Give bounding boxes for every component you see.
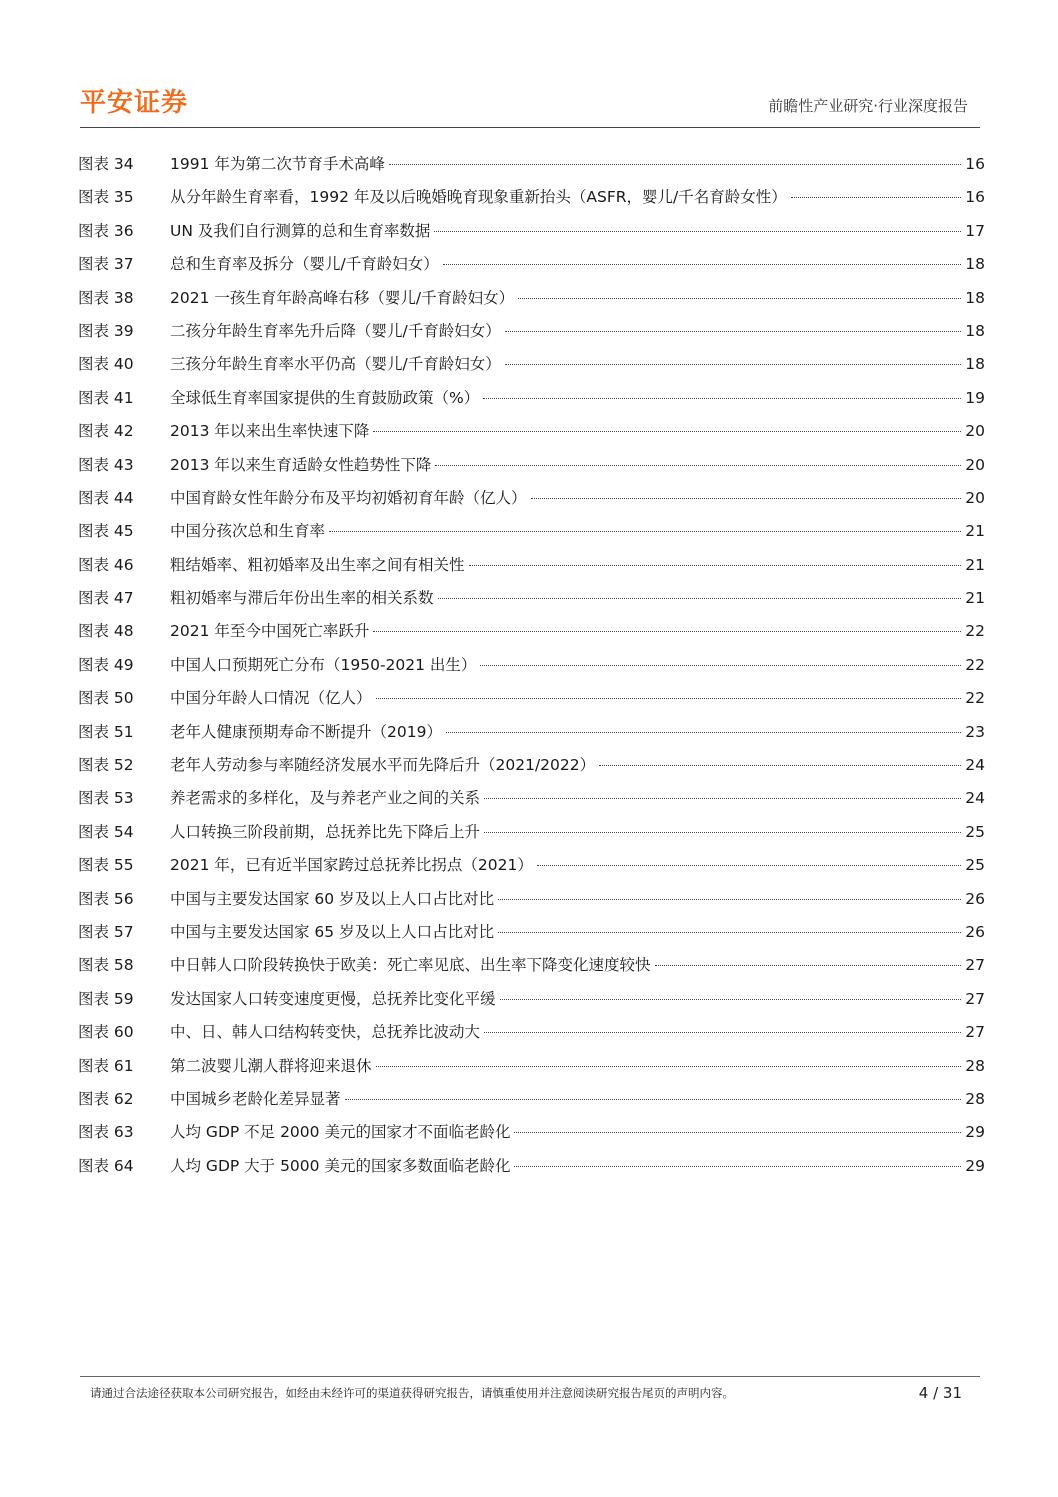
toc-row[interactable] bbox=[78, 449, 985, 482]
figure-page-number: 28 bbox=[965, 1056, 985, 1075]
figure-page-number: 27 bbox=[965, 1023, 985, 1042]
dot-leader bbox=[514, 1166, 961, 1167]
figure-page-number: 16 bbox=[965, 188, 985, 207]
figure-page-number: 27 bbox=[965, 956, 985, 975]
figure-page-number: 18 bbox=[965, 288, 985, 307]
figure-label: 图表 53 bbox=[78, 789, 134, 808]
figure-label: 图表 56 bbox=[78, 889, 134, 908]
dot-leader bbox=[329, 531, 961, 532]
figure-page-number: 29 bbox=[965, 1123, 985, 1142]
toc-row[interactable] bbox=[78, 515, 985, 548]
toc-row[interactable] bbox=[78, 749, 985, 782]
toc-row[interactable] bbox=[78, 716, 985, 749]
dot-leader bbox=[435, 465, 961, 466]
dot-leader bbox=[483, 398, 961, 399]
dot-leader bbox=[373, 631, 961, 632]
toc-row[interactable] bbox=[78, 282, 985, 315]
dot-leader bbox=[434, 231, 961, 232]
figure-label: 图表 62 bbox=[78, 1089, 134, 1108]
toc-row[interactable] bbox=[78, 348, 985, 381]
figure-title: 中、日、韩人口结构转变快，总抚养比波动大 bbox=[170, 1023, 481, 1042]
dot-leader bbox=[376, 698, 962, 699]
figure-title: 二孩分年龄生育率先升后降（婴儿/千育龄妇女） bbox=[170, 321, 501, 340]
figure-page-number: 22 bbox=[965, 689, 985, 708]
figure-title: 人口转换三阶段前期，总抚养比先下降后上升 bbox=[170, 822, 481, 841]
figure-label: 图表 39 bbox=[78, 321, 134, 340]
dot-leader bbox=[443, 264, 962, 265]
figure-title: 2021 年，已有近半国家跨过总抚养比拐点（2021） bbox=[170, 856, 533, 875]
figure-title: 从分年龄生育率看，1992 年及以后晚婚晚育现象重新抬头（ASFR，婴儿/千名育龄女性） bbox=[170, 188, 787, 207]
figure-page-number: 26 bbox=[965, 889, 985, 908]
toc-row[interactable] bbox=[78, 983, 985, 1016]
dot-leader bbox=[438, 598, 962, 599]
figure-title: 1991 年为第二次节育手术高峰 bbox=[170, 155, 385, 173]
toc-row[interactable] bbox=[78, 615, 985, 648]
toc-row[interactable] bbox=[78, 849, 985, 882]
figure-page-number: 25 bbox=[965, 856, 985, 875]
toc-row[interactable] bbox=[78, 215, 985, 248]
figure-label: 图表 51 bbox=[78, 722, 134, 741]
figure-title: 发达国家人口转变速度更慢，总抚养比变化平缓 bbox=[170, 989, 496, 1008]
toc-row[interactable] bbox=[78, 148, 985, 181]
figure-title: 总和生育率及拆分（婴儿/千育龄妇女） bbox=[170, 255, 439, 274]
figure-page-number: 26 bbox=[965, 922, 985, 941]
toc-row[interactable] bbox=[78, 916, 985, 949]
dot-leader bbox=[514, 1132, 961, 1133]
figure-title: 中国人口预期死亡分布（1950-2021 出生） bbox=[170, 655, 477, 674]
figure-page-number: 25 bbox=[965, 822, 985, 841]
figure-page-number: 24 bbox=[965, 756, 985, 775]
figure-label: 图表 60 bbox=[78, 1023, 134, 1042]
table-of-figures bbox=[78, 148, 985, 1183]
figure-label: 图表 34 bbox=[78, 155, 134, 173]
figure-title: 2021 年至今中国死亡率跃升 bbox=[170, 622, 370, 641]
dot-leader bbox=[446, 732, 961, 733]
toc-row[interactable] bbox=[78, 181, 985, 214]
figure-page-number: 18 bbox=[965, 355, 985, 374]
dot-leader bbox=[389, 164, 961, 165]
figure-label: 图表 48 bbox=[78, 622, 134, 641]
figure-label: 图表 46 bbox=[78, 555, 134, 574]
toc-row[interactable] bbox=[78, 1150, 985, 1183]
figure-label: 图表 47 bbox=[78, 589, 134, 608]
dot-leader bbox=[498, 899, 961, 900]
figure-page-number: 19 bbox=[965, 388, 985, 407]
toc-row[interactable] bbox=[78, 1116, 985, 1149]
figure-title: 全球低生育率国家提供的生育鼓励政策（%） bbox=[170, 388, 480, 407]
figure-title: 粗结婚率、粗初婚率及出生率之间有相关性 bbox=[170, 555, 465, 574]
figure-title: 粗初婚率与滞后年份出生率的相关系数 bbox=[170, 589, 434, 608]
figure-title: 中国与主要发达国家 60 岁及以上人口占比对比 bbox=[170, 889, 495, 908]
figure-label: 图表 64 bbox=[78, 1156, 134, 1175]
figure-title: 中国与主要发达国家 65 岁及以上人口占比对比 bbox=[170, 922, 495, 941]
footer-divider bbox=[80, 1376, 980, 1377]
figure-title: 老年人健康预期寿命不断提升（2019） bbox=[170, 722, 442, 741]
figure-title: 2013 年以来生育适龄女性趋势性下降 bbox=[170, 455, 432, 474]
figure-page-number: 29 bbox=[965, 1156, 985, 1175]
figure-title: 人均 GDP 不足 2000 美元的国家才不面临老龄化 bbox=[170, 1123, 511, 1142]
dot-leader bbox=[484, 832, 961, 833]
figure-page-number: 22 bbox=[965, 622, 985, 641]
figure-label: 图表 36 bbox=[78, 221, 134, 240]
figure-title: 中国育龄女性年龄分布及平均初婚初育年龄（亿人） bbox=[170, 488, 527, 507]
header-divider bbox=[80, 127, 980, 128]
toc-row[interactable] bbox=[78, 682, 985, 715]
toc-row[interactable] bbox=[78, 1050, 985, 1083]
toc-row[interactable] bbox=[78, 649, 985, 682]
dot-leader bbox=[373, 431, 961, 432]
figure-label: 图表 63 bbox=[78, 1123, 134, 1142]
figure-label: 图表 52 bbox=[78, 756, 134, 775]
figure-label: 图表 50 bbox=[78, 689, 134, 708]
figure-title: 中国分年龄人口情况（亿人） bbox=[170, 689, 372, 708]
dot-leader bbox=[505, 331, 962, 332]
figure-label: 图表 37 bbox=[78, 255, 134, 274]
report-category: 前瞻性产业研究·行业深度报告 bbox=[768, 97, 968, 115]
dot-leader bbox=[480, 665, 961, 666]
dot-leader bbox=[500, 999, 962, 1000]
figure-page-number: 20 bbox=[965, 455, 985, 474]
toc-row[interactable] bbox=[78, 382, 985, 415]
figure-page-number: 21 bbox=[965, 555, 985, 574]
figure-title: 养老需求的多样化，及与养老产业之间的关系 bbox=[170, 789, 481, 808]
figure-label: 图表 35 bbox=[78, 188, 134, 207]
figure-label: 图表 59 bbox=[78, 989, 134, 1008]
figure-page-number: 27 bbox=[965, 989, 985, 1008]
toc-row[interactable] bbox=[78, 1016, 985, 1049]
figure-label: 图表 44 bbox=[78, 488, 134, 507]
figure-label: 图表 41 bbox=[78, 388, 134, 407]
figure-label: 图表 38 bbox=[78, 288, 134, 307]
dot-leader bbox=[505, 364, 962, 365]
dot-leader bbox=[498, 932, 961, 933]
dot-leader bbox=[655, 965, 962, 966]
dot-leader bbox=[599, 765, 961, 766]
footer-disclaimer: 请通过合法途径获取本公司研究报告，如经由未经许可的渠道获得研究报告，请慎重使用并注意阅读研究报告尾页的声明内容。 bbox=[90, 1386, 734, 1400]
figure-title: 三孩分年龄生育率水平仍高（婴儿/千育龄妇女） bbox=[170, 355, 501, 374]
figure-label: 图表 40 bbox=[78, 355, 134, 374]
figure-title: 中国分孩次总和生育率 bbox=[170, 522, 326, 541]
figure-title: 中日韩人口阶段转换快于欧美：死亡率见底、出生率下降变化速度较快 bbox=[170, 956, 651, 975]
figure-title: 中国城乡老龄化差异显著 bbox=[170, 1089, 341, 1108]
dot-leader bbox=[484, 798, 961, 799]
page-number: 4 / 31 bbox=[918, 1384, 962, 1402]
dot-leader bbox=[345, 1099, 962, 1100]
dot-leader bbox=[531, 498, 962, 499]
toc-row[interactable] bbox=[78, 782, 985, 815]
figure-label: 图表 57 bbox=[78, 922, 134, 941]
dot-leader bbox=[791, 197, 962, 198]
brand-logo: 平安证券 bbox=[80, 88, 189, 118]
toc-row[interactable] bbox=[78, 883, 985, 916]
toc-row[interactable] bbox=[78, 949, 985, 982]
figure-title: 老年人劳动参与率随经济发展水平而先降后升（2021/2022） bbox=[170, 756, 596, 775]
figure-page-number: 18 bbox=[965, 255, 985, 274]
toc-row[interactable] bbox=[78, 415, 985, 448]
dot-leader bbox=[469, 565, 962, 566]
figure-label: 图表 45 bbox=[78, 522, 134, 541]
toc-row[interactable] bbox=[78, 816, 985, 849]
figure-title: 第二波婴儿潮人群将迎来退休 bbox=[170, 1056, 372, 1075]
toc-row[interactable] bbox=[78, 248, 985, 281]
figure-page-number: 28 bbox=[965, 1089, 985, 1108]
figure-title: UN 及我们自行测算的总和生育率数据 bbox=[170, 221, 431, 240]
figure-page-number: 23 bbox=[965, 722, 985, 741]
dot-leader bbox=[484, 1032, 961, 1033]
figure-page-number: 20 bbox=[965, 488, 985, 507]
dot-leader bbox=[518, 298, 961, 299]
toc-row[interactable] bbox=[78, 482, 985, 515]
figure-page-number: 21 bbox=[965, 589, 985, 608]
toc-row[interactable] bbox=[78, 582, 985, 615]
figure-page-number: 21 bbox=[965, 522, 985, 541]
figure-title: 2013 年以来出生率快速下降 bbox=[170, 422, 370, 441]
figure-title: 2021 一孩生育年龄高峰右移（婴儿/千育龄妇女） bbox=[170, 288, 515, 307]
figure-page-number: 17 bbox=[965, 221, 985, 240]
dot-leader bbox=[537, 865, 961, 866]
toc-row[interactable] bbox=[78, 549, 985, 582]
figure-label: 图表 58 bbox=[78, 956, 134, 975]
toc-row[interactable] bbox=[78, 1083, 985, 1116]
figure-label: 图表 43 bbox=[78, 455, 134, 474]
figure-page-number: 16 bbox=[965, 155, 985, 173]
figure-page-number: 20 bbox=[965, 422, 985, 441]
figure-title: 人均 GDP 大于 5000 美元的国家多数面临老龄化 bbox=[170, 1156, 511, 1175]
figure-label: 图表 42 bbox=[78, 422, 134, 441]
figure-page-number: 22 bbox=[965, 655, 985, 674]
figure-label: 图表 54 bbox=[78, 822, 134, 841]
toc-row[interactable] bbox=[78, 315, 985, 348]
dot-leader bbox=[376, 1066, 962, 1067]
figure-label: 图表 61 bbox=[78, 1056, 134, 1075]
figure-page-number: 24 bbox=[965, 789, 985, 808]
figure-label: 图表 55 bbox=[78, 856, 134, 875]
figure-page-number: 18 bbox=[965, 321, 985, 340]
figure-label: 图表 49 bbox=[78, 655, 134, 674]
